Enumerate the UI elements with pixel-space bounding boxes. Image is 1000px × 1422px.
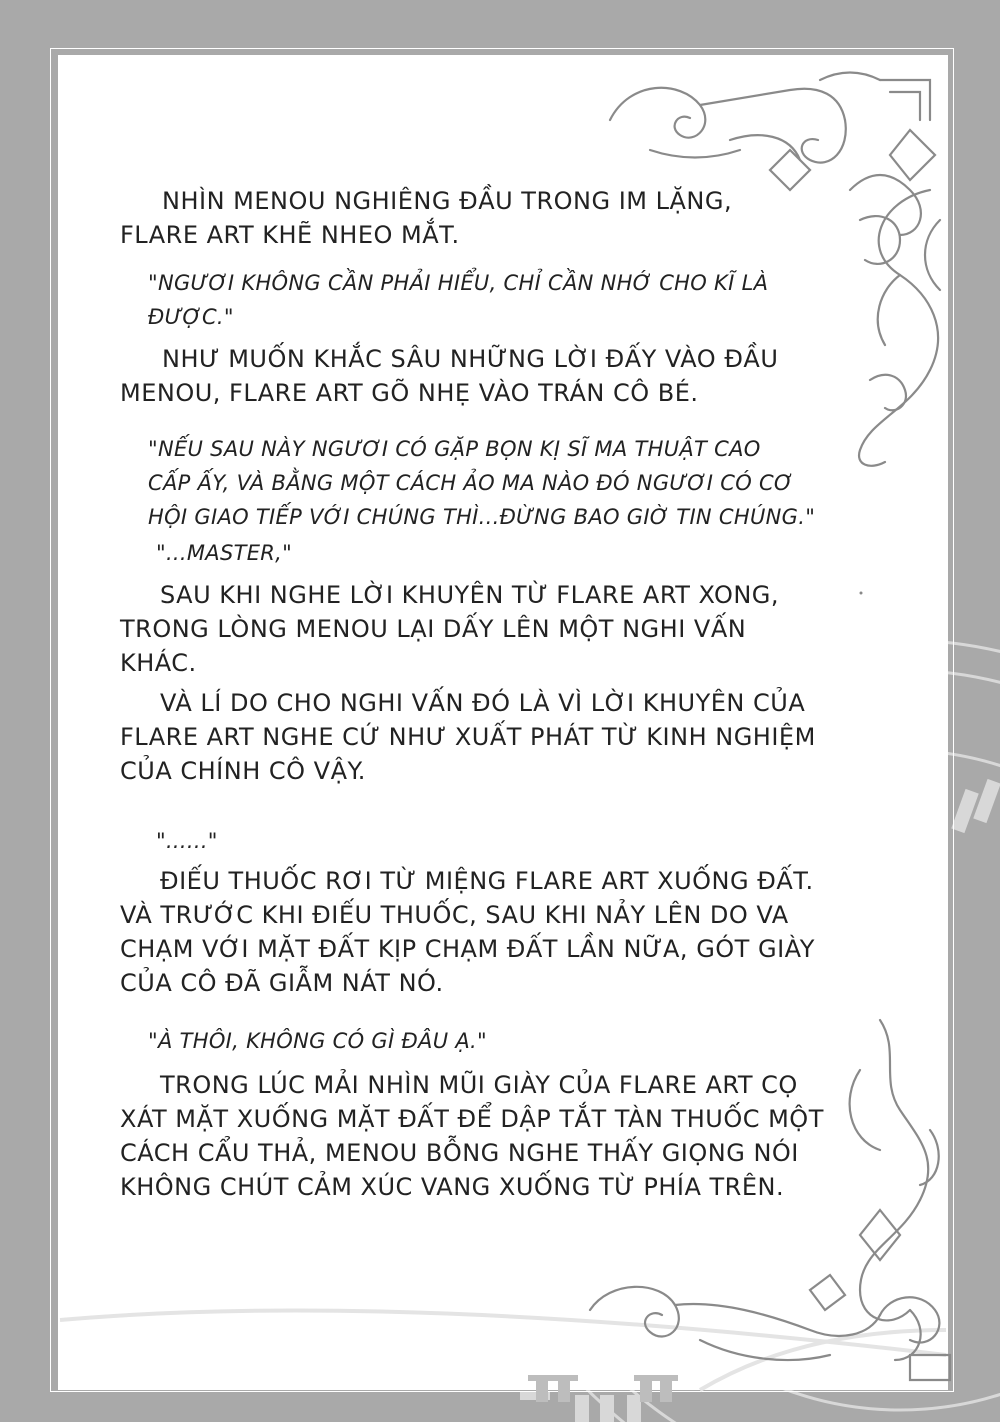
line: "...MASTER,"	[156, 541, 293, 565]
line: KHÔNG CHÚT CẢM XÚC VANG XUỐNG TỪ PHÍA TRÊN.	[120, 1173, 785, 1201]
paragraph-8	[156, 824, 876, 858]
paragraph-10	[148, 1024, 868, 1058]
bottom-scroll-ornament	[580, 1270, 960, 1390]
paragraph-9	[120, 864, 840, 1000]
line: FLARE ART NGHE CỨ NHƯ XUẤT PHÁT TỪ KINH NGHIỆM	[120, 723, 816, 751]
paragraph-11	[120, 1068, 840, 1204]
line: XÁT MẶT XUỐNG MẶT ĐẤT ĐỂ DẬP TẮT TÀN THUỐC MỘT	[120, 1105, 824, 1133]
ink-speck	[858, 590, 864, 596]
paragraph-5	[156, 536, 876, 570]
line: CHẠM VỚI MẶT ĐẤT KỊP CHẠM ĐẤT LẦN NỮA, GÓT GIÀY	[120, 935, 815, 963]
line: HỘI GIAO TIẾP VỚI CHÚNG THÌ...ĐỪNG BAO GIỜ TIN CHÚNG."	[148, 505, 816, 529]
line: TRONG LÒNG MENOU LẠI DẤY LÊN MỘT NGHI VẤN	[120, 615, 747, 643]
line: CẤP ẤY, VÀ BẰNG MỘT CÁCH ẢO MA NÀO ĐÓ NGƯƠI CÓ CƠ	[148, 471, 794, 495]
line: NHÌN MENOU NGHIÊNG ĐẦU TRONG IM LẶNG,	[162, 187, 733, 215]
line: KHÁC.	[120, 649, 197, 677]
line: TRONG LÚC MẢI NHÌN MŨI GIÀY CỦA FLARE ART CỌ	[160, 1071, 798, 1099]
line: "......"	[156, 829, 218, 853]
line: ĐƯỢC."	[148, 305, 234, 329]
line: VÀ LÍ DO CHO NGHI VẤN ĐÓ LÀ VÌ LỜI KHUYÊN CỦA	[160, 689, 806, 717]
line: MENOU, FLARE ART GÕ NHẸ VÀO TRÁN CÔ BÉ.	[120, 379, 699, 407]
paragraph-1	[120, 184, 840, 252]
paragraph-7	[120, 686, 840, 788]
line: "NGƯƠI KHÔNG CẦN PHẢI HIỂU, CHỈ CẦN NHỚ CHO KĨ LÀ	[148, 271, 769, 295]
line: CÁCH CẨU THẢ, MENOU BỖNG NGHE THẤY GIỌNG NÓI	[120, 1139, 799, 1167]
line: "À THÔI, KHÔNG CÓ GÌ ĐÂU Ạ."	[148, 1029, 487, 1053]
line: "NẾU SAU NÀY NGƯƠI CÓ GẶP BỌN KỊ SĨ MA THUẬT CAO	[148, 437, 761, 461]
line: SAU KHI NGHE LỜI KHUYÊN TỪ FLARE ART XONG,	[160, 581, 780, 609]
line: FLARE ART KHẼ NHEO MẮT.	[120, 221, 460, 249]
paragraph-6	[120, 578, 840, 680]
line: NHƯ MUỐN KHẮC SÂU NHỮNG LỜI ĐẤY VÀO ĐẦU	[162, 345, 779, 373]
paragraph-4	[148, 432, 868, 534]
line: ĐIẾU THUỐC RƠI TỪ MIỆNG FLARE ART XUỐNG ĐẤT.	[160, 867, 814, 895]
line: VÀ TRƯỚC KHI ĐIẾU THUỐC, SAU KHI NẢY LÊN DO VA	[120, 901, 789, 929]
line: CỦA CÔ ĐÃ GIẪM NÁT NÓ.	[120, 969, 444, 997]
line: CỦA CHÍNH CÔ VẬY.	[120, 757, 366, 785]
paragraph-3	[120, 342, 840, 410]
paragraph-2	[148, 266, 868, 334]
